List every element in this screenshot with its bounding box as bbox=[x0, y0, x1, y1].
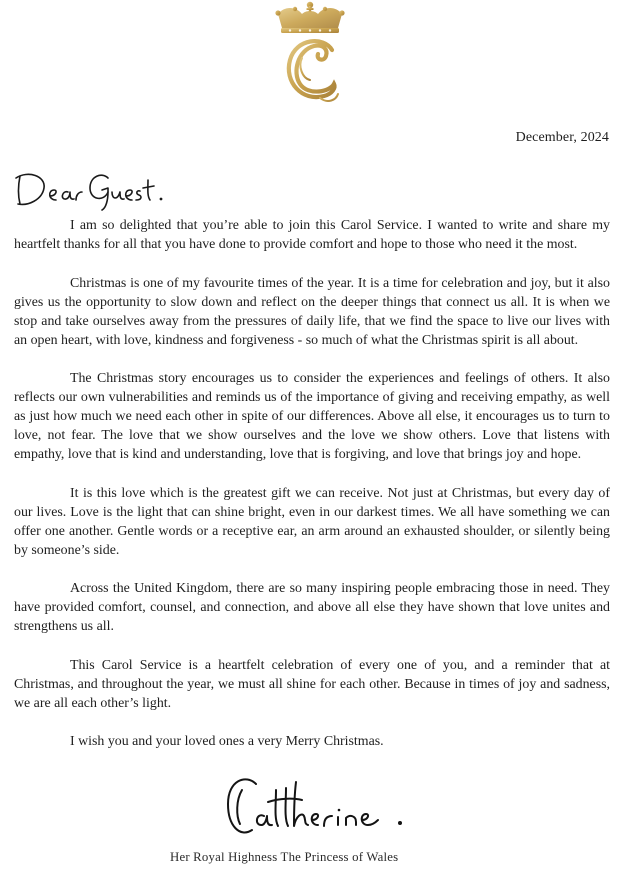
letter-paragraph: It is this love which is the greatest gift we can receive. Not just at Christmas, but every day of our lives. Love is the light that can shine bright, even in our darkest times. We all have something we can offer one another. Gentle words or a receptive ear, an arm around an exhausted shoulder, or silently being by someone’s side. bbox=[14, 485, 610, 558]
letter-body bbox=[14, 216, 610, 751]
handwritten-signature bbox=[222, 770, 422, 846]
handwritten-salutation bbox=[12, 166, 172, 212]
letter-paragraph: The Christmas story encourages us to consider the experiences and feelings of others. It also reflects our own vulnerabilities and reminds us of the importance of giving and receiving empathy, as well as just how much we need each other in spite of our differences. Above all else, it encourages us to turn to love, not fear. The love that we show ourselves and the love we show others. Love that listens with empathy, love that is kind and understanding, love that is forgiving, and love that brings joy and hope. bbox=[14, 371, 610, 462]
letter-paragraph: Across the United Kingdom, there are so many inspiring people embracing those in need. They have provided comfort, counsel, and connection, and above all else they have shown that love unites and strengthens us all. bbox=[14, 581, 610, 634]
signatory-title: Her Royal Highness The Princess of Wales bbox=[170, 850, 399, 864]
letter-paragraph: This Carol Service is a heartfelt celebration of every one of you, and a reminder that at Christmas, and throughout the year, we must all shine for each other. Because in times of joy and sadness, we are all each other’s light. bbox=[14, 657, 610, 711]
letter-paragraph: Christmas is one of my favourite times of the year. It is a time for celebration and joy, but it also gives us the opportunity to slow down and reflect on the deeper things that connect us all. It is when we stop and take ourselves away from the pressures of daily life, that we find the space to live our lives with an open heart, with love, kindness and forgiveness - so much of what the Christmas spirit is all about. bbox=[14, 275, 610, 348]
letter-paragraph: I am so delighted that you’re able to join this Carol Service. I wanted to write and share my heartfelt thanks for all that you have done to provide comfort and hope to those who need it the most. bbox=[14, 218, 610, 252]
crown-monogram-icon bbox=[262, 0, 358, 112]
letter-date: December, 2024 bbox=[515, 130, 609, 145]
letter-closing: I wish you and your loved ones a very Merry Christmas. bbox=[70, 734, 384, 749]
